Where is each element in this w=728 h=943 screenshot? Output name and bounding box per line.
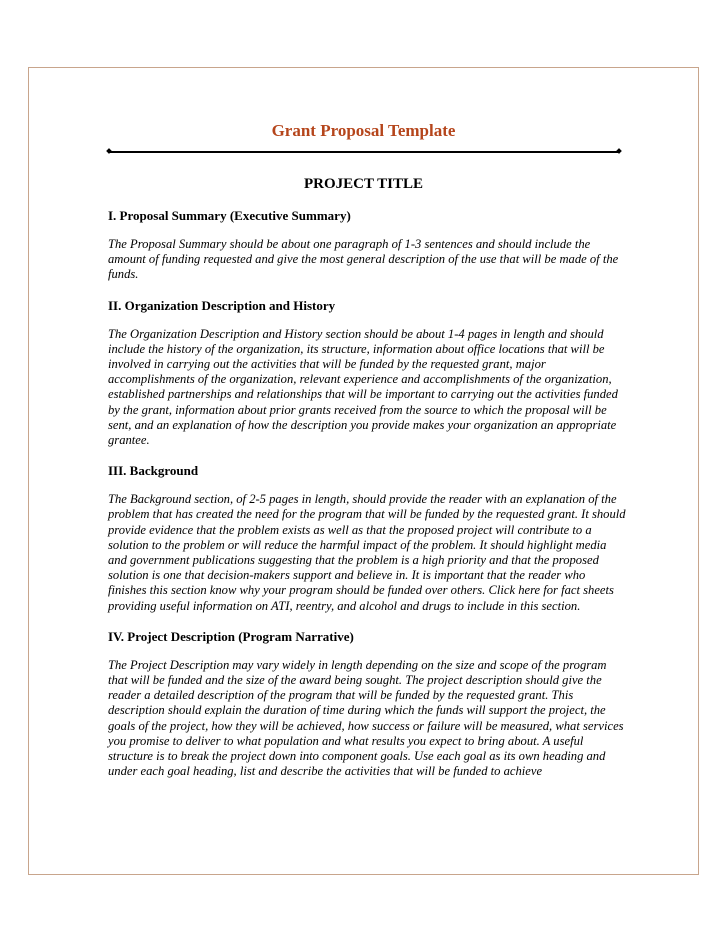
project-title: PROJECT TITLE bbox=[303, 176, 424, 192]
section-body: The Background section, of 2-5 pages in length, should provide the reader with an explanation of the problem that has created the need for the program that will be funded by the requested grant. It should provide evidence that the problem exists as well as that the proposed project will contribute to a solution to the problem or will reduce the harmful impact of the problem. It should highlight media and government publications suggesting that the problem is a high priority and that the proposed solution is one that decision-makers support and believe in. It is important that the reader who finishes this section know why your program should be funded over others. Click here for fact sheets providing useful information on ATI, reentry, and alcohol and drugs to include in this section. bbox=[108, 492, 626, 613]
section-heading: I. Proposal Summary (Executive Summary) bbox=[108, 208, 351, 223]
section-organization-description bbox=[108, 298, 626, 449]
section-body: The Proposal Summary should be about one paragraph of 1-3 sentences and should include the amount of funding requested and give the most general description of the use that will be made of the funds. bbox=[108, 237, 619, 282]
document-title: Grant Proposal Template bbox=[271, 121, 456, 140]
section-body: The Project Description may vary widely in length depending on the size and scope of the program that will be funded and the size of the award being sought. The project description should give the reader a detailed description of the program that will be funded by the requested grant. This description should explain the duration of time during which the funds will support the project, the goals of the project, how they will be achieved, how success or failure will be measured, what services you promise to deliver to what population and what results you expect to bring about. A useful structure is to break the project down into component goals. Use each goal as its own heading and under each goal heading, list and describe the activities that will be funded to achieve bbox=[108, 657, 624, 779]
section-background bbox=[108, 463, 626, 614]
section-body: The Organization Description and History section should be about 1-4 pages in length and should include the history of the organization, its structure, information about office locations that will be involved in carrying out the activities that will be funded by the requested grant, major accomplishments of the organization, relevant experience and accomplishments of the organization, established partnerships and relationships that will be important to carrying out the activities funded by the grant, information about prior grants received from the source to which the proposal will be sent, and an explanation of how the description you provide makes your organization an appropriate grantee. bbox=[108, 326, 618, 448]
document-page bbox=[28, 67, 699, 875]
section-proposal-summary bbox=[108, 208, 626, 283]
title-divider bbox=[109, 151, 619, 153]
section-heading: IV. Project Description (Program Narrative) bbox=[108, 628, 354, 644]
section-heading: II. Organization Description and History bbox=[108, 297, 336, 313]
section-heading: III. Background bbox=[108, 463, 199, 479]
document-content bbox=[108, 208, 626, 794]
section-project-description bbox=[108, 629, 626, 780]
